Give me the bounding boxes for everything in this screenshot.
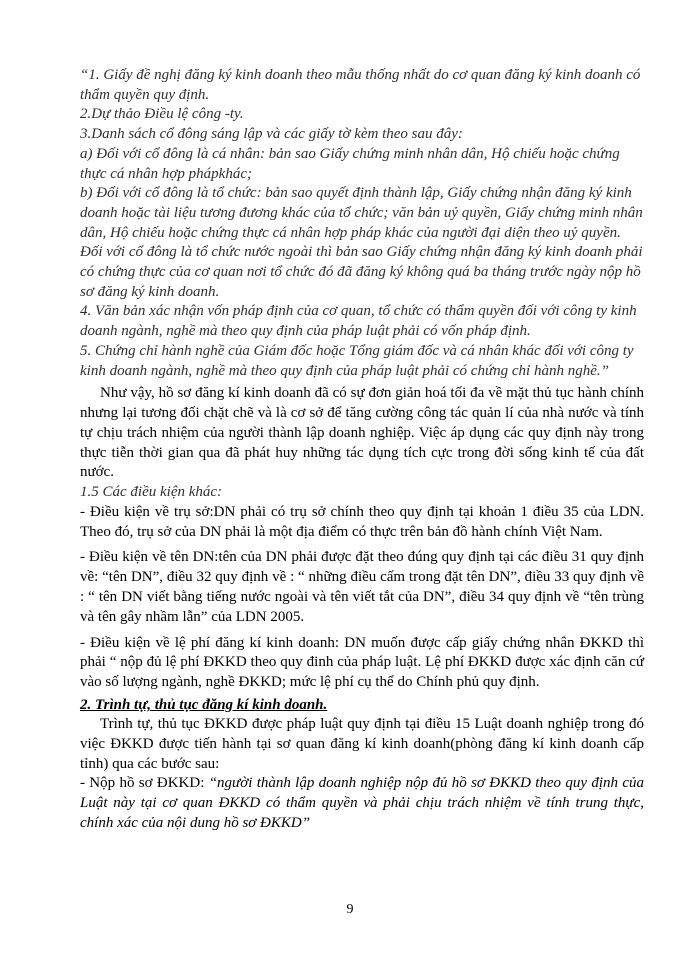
section-2-intro: Trình tự, thủ tục ĐKKD được pháp luật quy định tại điều 15 Luật doanh nghiệp trong đó việc ĐKKD được tiến hành tại sơ quan đăng kí kinh doanh(phòng đăng kí kinh doanh cấp tỉnh) qua các bước sau: — [80, 715, 644, 772]
quote-item-foreign: Đối với cổ đông là tổ chức nước ngoài thì bản sao Giấy chứng nhận đăng ký kinh doanh phải có chứng thực của cơ quan nơi tổ chức đó đã đăng ký không quá ba tháng trước ngày nộp hồ sơ đăng ký kinh doanh. — [80, 244, 643, 300]
quote-item-2: 2.Dự thảo Điều lệ công -ty. — [80, 106, 244, 123]
quote-item-1: “1. Giấy đề nghị đăng ký kinh doanh theo mẫu thống nhất do cơ quan đăng ký kinh doanh có thẩm quyền quy định. — [80, 67, 641, 103]
section-1-5-title: 1.5 Các điều kiện khác: — [80, 484, 223, 501]
quote-item-3: 3.Danh sách cổ đông sáng lập và các giấy tờ kèm theo sau đây: — [80, 126, 463, 143]
quote-item-3a: a) Đối với cổ đông là cá nhân: bản sao Giấy chứng minh nhân dân, Hộ chiếu hoặc chứng thực cá nhân hợp phápkhác; — [80, 145, 620, 182]
quote-item-3b: b) Đối với cổ đông là tổ chức: bản sao quyết định thành lập, Giấy chứng nhận đăng ký kinh doanh hoặc tài liệu tương đương khác của tổ chức; văn bản uỷ quyền, Giấy chứng minh nhân dân, Hộ chiếu hoặc chứng thực cá nhân hợp pháp khác của người đại diện theo uỷ quyền. — [80, 185, 643, 241]
step-submit-dossier — [80, 774, 644, 833]
section-2-heading: 2. Trình tự, thủ tục đăng kí kinh doanh. — [80, 696, 328, 713]
condition-registration-fee: - Điều kiện về lệ phí đăng kí kinh doanh: DN muốn được cấp giấy chứng nhân ĐKKD thì phải “ nộp đủ lệ phí ĐKKD theo quy đinh của pháp luật. Lệ phí ĐKKD được xác định căn cứ vào số lượng ngành, nghề ĐKKD; mức lệ phí cụ thể do Chính phủ quy định. — [80, 634, 644, 691]
page-number: 9 — [346, 902, 354, 917]
condition-headquarters: - Điều kiện về trụ sở:DN phải có trụ sở chính theo quy định tại khoản 1 điều 35 của LDN. Theo đó, trụ sở của DN phải là một địa điểm có thực trên bản đồ hành chính Việt Nam. — [80, 503, 644, 540]
step-submit-quote: “người thành lập doanh nghiệp nộp đủ hồ sơ ĐKKD theo quy định của Luật này tại cơ quan ĐKKD có thẩm quyền và phải chịu trách nhiệm về tính trung thực, chính xác của nội dung hồ sơ ĐKKD” — [80, 775, 644, 831]
step-submit-label: - Nộp hồ sơ ĐKKD: — [80, 775, 209, 792]
quoted-regulation-block — [80, 66, 644, 381]
quote-item-5: 5. Chứng chỉ hành nghề của Giám đốc hoặc Tổng giám đốc và cá nhân khác đối với công ty kinh doanh ngành, nghề mà theo quy định của pháp luật phải có chứng chỉ hành nghề.” — [80, 342, 634, 379]
summary-paragraph: Như vậy, hồ sơ đăng kí kinh doanh đã có sự đơn giản hoá tối đa về mặt thủ tục hành chính nhưng lại tương đối chặt chẽ và là cơ sở để tăng cường công tác quản lí của nhà nước và tính tự chịu trách nhiệm của người thành lập doanh nghiệp. Việc áp dụng các quy định này trong thực tiễn thời gian qua đã phát huy những tác dụng tích cực trong đời sống kinh tế của đất nước. — [80, 385, 644, 481]
condition-company-name: - Điều kiện về tên DN:tên của DN phải được đặt theo đúng quy định tại các điều 31 quy định về: “tên DN”, điều 32 quy định về : “ những điều cấm trong đặt tên DN”, điều 33 quy định về : “ tên DN viết bằng tiếng nước ngoài và tên viết tắt của DN”, điều 34 quy định về “tên trùng và tên gây nhầm lẫn” của LDN 2005. — [80, 549, 644, 625]
quote-item-4: 4. Văn bản xác nhận vốn pháp định của cơ quan, tổ chức có thẩm quyền đối với công ty kinh doanh ngành, nghề mà theo quy định của pháp luật phải có vốn pháp định. — [80, 303, 637, 340]
